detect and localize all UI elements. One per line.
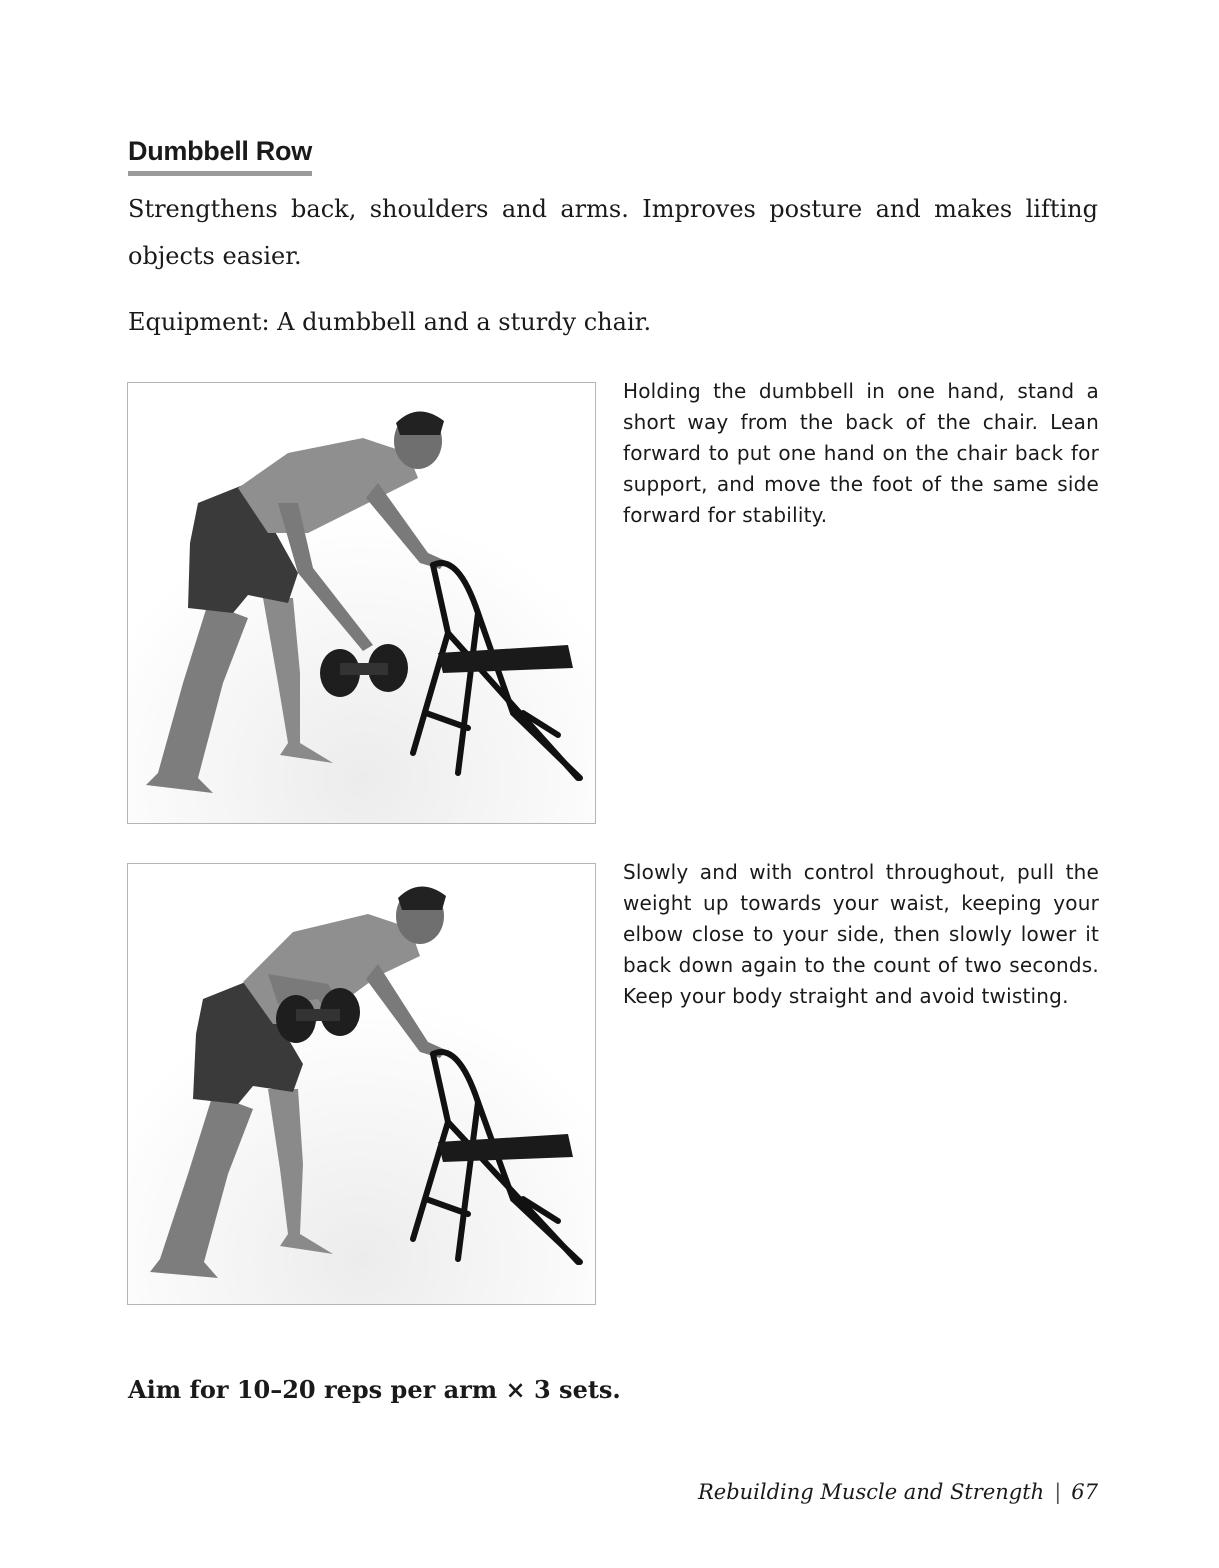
step-1-photo	[127, 382, 596, 824]
step-1-instruction: Holding the dumbbell in one hand, stand a short way from the back of the chair. Lean forward to put one hand on the chair back for support, and move the foot of the same side forward for stability.	[623, 379, 1099, 527]
man-lowered-dumbbell-illustration	[128, 383, 595, 823]
footer-separator: |	[1054, 1480, 1062, 1504]
reps-guidance: Aim for 10–20 reps per arm × 3 sets.	[128, 1375, 621, 1404]
step-2-photo	[127, 863, 596, 1305]
chapter-title: Rebuilding Muscle and Strength	[697, 1480, 1045, 1504]
step-2-instruction: Slowly and with control throughout, pull the weight up towards your waist, keeping your elbow close to your side, then slowly lower it back down again to the count of two seconds. Keep your body straight and avoid twisting.	[623, 860, 1099, 1008]
page-footer	[698, 1477, 1098, 1507]
equipment-line: Equipment: A dumbbell and a sturdy chair.	[128, 308, 652, 336]
exercise-title: Dumbbell Row	[128, 136, 312, 176]
page-number: 67	[1071, 1480, 1098, 1504]
exercise-intro: Strengthens back, shoulders and arms. Improves posture and makes lifting objects easier.	[128, 195, 1098, 270]
man-raised-dumbbell-illustration	[128, 864, 595, 1304]
